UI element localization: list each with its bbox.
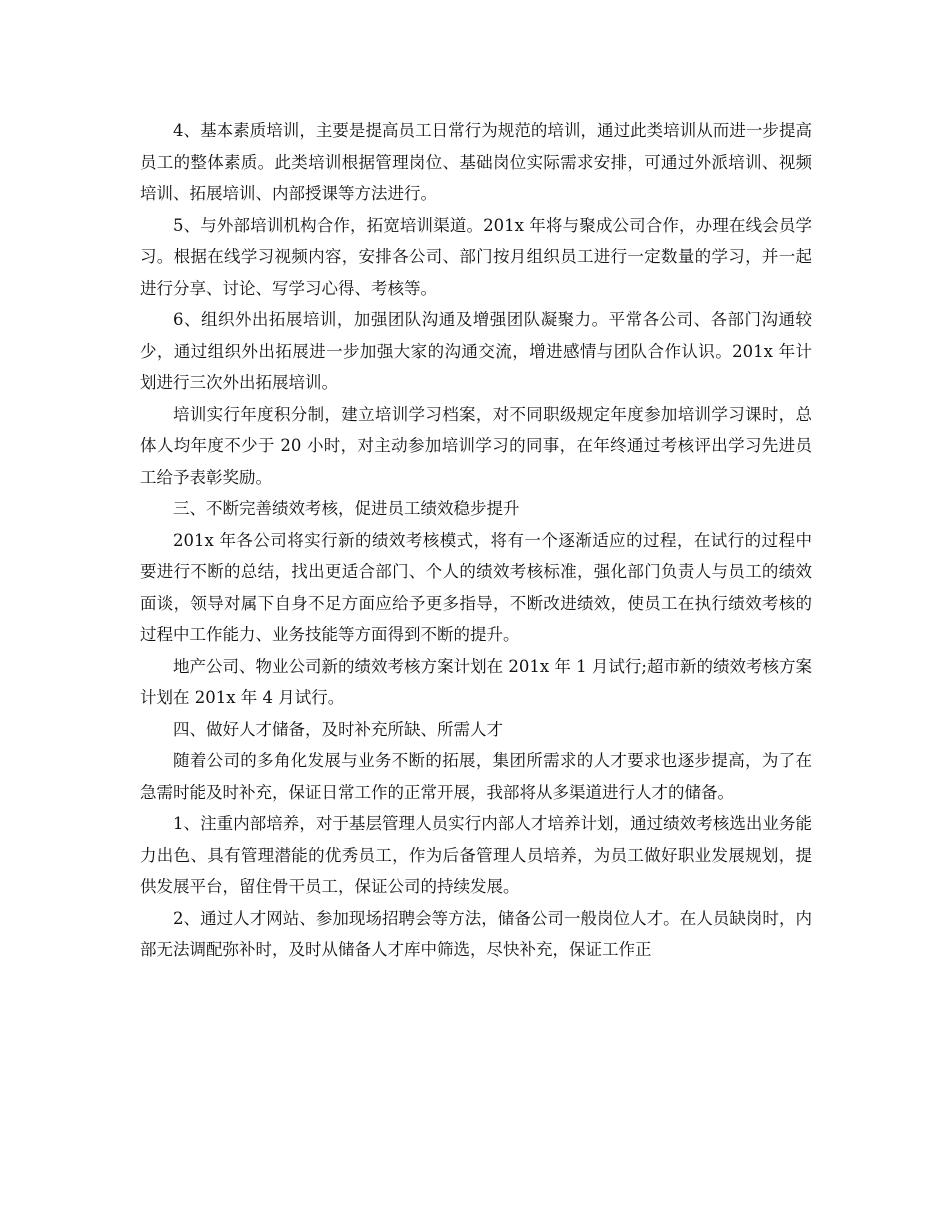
document-page	[140, 115, 812, 966]
paragraph-new-appraisal-model: 201x 年各公司将实行新的绩效考核模式，将有一个逐渐适应的过程，在试行的过程中要进行不断的总结，找出更适合部门、个人的绩效考核标准，强化部门负责人与员工的绩效面谈，领导对属下自身不足方面应给予更多指导，不断改进绩效，使员工在执行绩效考核的过程中工作能力、业务技能等方面得到不断的提升。	[140, 530, 812, 644]
paragraph-talent-reserve-intro: 随着公司的多角化发展与业务不断的拓展，集团所需求的人才要求也逐步提高，为了在急需时能及时补充，保证日常工作的正常开展，我部将从多渠道进行人才的储备。	[140, 751, 812, 802]
paragraph-appraisal-schedule: 地产公司、物业公司新的绩效考核方案计划在 201x 年 1 月试行;超市新的绩效考核方案计划在 201x 年 4 月试行。	[140, 656, 812, 707]
paragraph-recruitment-channels: 2、通过人才网站、参加现场招聘会等方法，储备公司一般岗位人才。在人员缺岗时，内部无法调配弥补时，及时从储备人才库中筛选，尽快补充，保证工作正	[140, 908, 812, 959]
paragraph-external-training-cooperation: 5、与外部培训机构合作，拓宽培训渠道。201x 年将与聚成公司合作，办理在线会员学习。根据在线学习视频内容，安排各公司、部门按月组织员工进行一定数量的学习，并一起进行分享、讨论、写学习心得、考核等。	[140, 215, 812, 298]
paragraph-basic-quality-training: 4、基本素质培训，主要是提高员工日常行为规范的培训，通过此类培训从而进一步提高员工的整体素质。此类培训根据管理岗位、基础岗位实际需求安排，可通过外派培训、视频培训、拓展培训、内部授课等方法进行。	[140, 121, 812, 203]
heading-talent-reserve: 四、做好人才储备，及时补充所缺、所需人才	[173, 719, 503, 739]
paragraph-training-credit-system: 培训实行年度积分制，建立培训学习档案，对不同职级规定年度参加培训学习课时，总体人均年度不少于 20 小时，对主动参加培训学习的同事，在年终通过考核评出学习先进员工给予表彰奖励。	[140, 404, 812, 487]
paragraph-outdoor-expansion-training: 6、组织外出拓展培训，加强团队沟通及增强团队凝聚力。平常各公司、各部门沟通较少，通过组织外出拓展进一步加强大家的沟通交流，增进感情与团队合作认识。201x 年计划进行三次外出拓展培训。	[140, 310, 812, 392]
heading-performance-appraisal: 三、不断完善绩效考核，促进员工绩效稳步提升	[173, 499, 520, 518]
paragraph-internal-training: 1、注重内部培养，对于基层管理人员实行内部人才培养计划，通过绩效考核选出业务能力出色、具有管理潜能的优秀员工，作为后备管理人员培养，为员工做好职业发展规划，提供发展平台，留住骨干员工，保证公司的持续发展。	[140, 814, 812, 896]
